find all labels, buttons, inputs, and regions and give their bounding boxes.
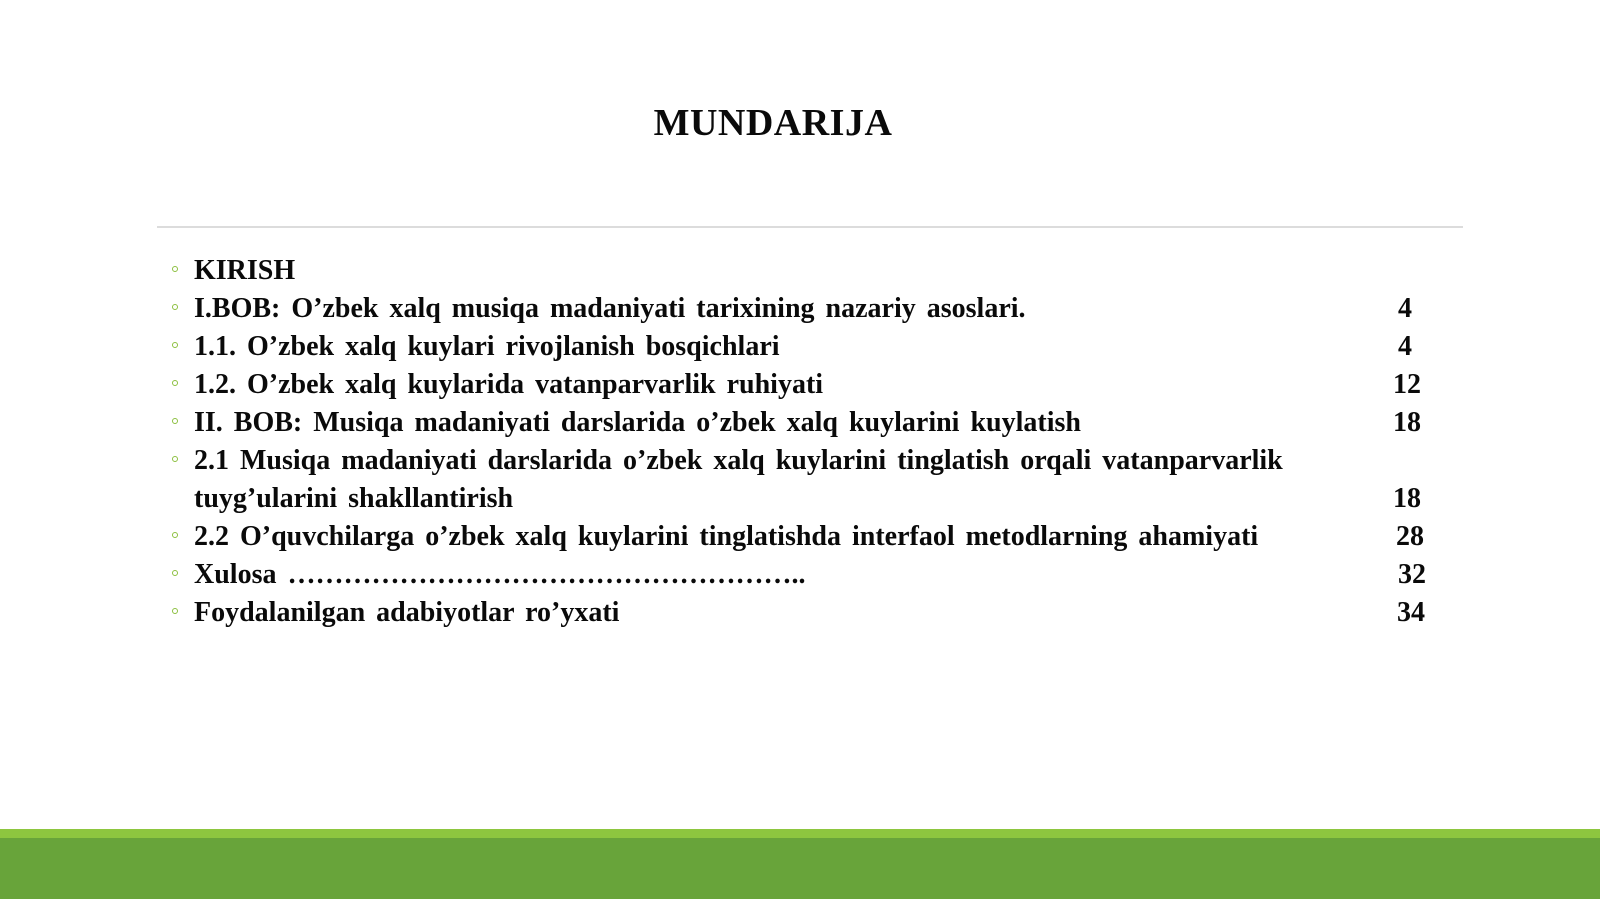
toc-item-page: 28 — [1396, 521, 1424, 552]
footer-accent-bar — [0, 829, 1600, 838]
toc-item-label: 2.1 Musiqa madaniyati darslarida o’zbek xalq kuylarini tinglatish orqali vatanparvarlik — [194, 445, 1283, 476]
bullet-icon — [172, 380, 178, 386]
toc-item-page: 4 — [1398, 331, 1412, 362]
toc-item-label: I.BOB: O’zbek xalq musiqa madaniyati tarixining nazariy asoslari. — [194, 293, 1026, 324]
toc-item-label: KIRISH — [194, 255, 296, 286]
bullet-icon — [172, 456, 178, 462]
toc-item-label: 2.2 O’quvchilarga o’zbek xalq kuylarini tinglatishda interfaol metodlarning ahamiyati — [194, 521, 1259, 552]
toc-item-label: Foydalanilgan adabiyotlar ro’yxati — [194, 597, 620, 628]
bullet-icon — [172, 532, 178, 538]
toc-item-page: 4 — [1398, 293, 1412, 324]
toc-item-label: 1.2. O’zbek xalq kuylarida vatanparvarlik ruhiyati — [194, 369, 824, 400]
bullet-icon — [172, 304, 178, 310]
bullet-icon — [172, 342, 178, 348]
bullet-icon — [172, 570, 178, 576]
footer-bar — [0, 838, 1600, 899]
toc-item-label-continued: tuyg’ularini shakllantirish — [194, 483, 514, 514]
toc-item-label: II. BOB: Musiqa madaniyati darslarida o’zbek xalq kuylarini kuylatish — [194, 407, 1081, 438]
bullet-icon — [172, 608, 178, 614]
toc-item-label: Xulosa ……………………………………………….. — [194, 559, 806, 590]
bullet-icon — [172, 266, 178, 272]
toc-item-label: 1.1. O’zbek xalq kuylari rivojlanish bosqichlari — [194, 331, 780, 362]
bullet-icon — [172, 418, 178, 424]
toc-item-page: 34 — [1397, 597, 1425, 628]
page-title: MUNDARIJA — [653, 102, 893, 144]
toc-item-page: 18 — [1393, 407, 1421, 438]
toc-item-page: 18 — [1393, 483, 1421, 514]
toc-item-page: 12 — [1393, 369, 1421, 400]
toc-item-page: 32 — [1398, 559, 1426, 590]
